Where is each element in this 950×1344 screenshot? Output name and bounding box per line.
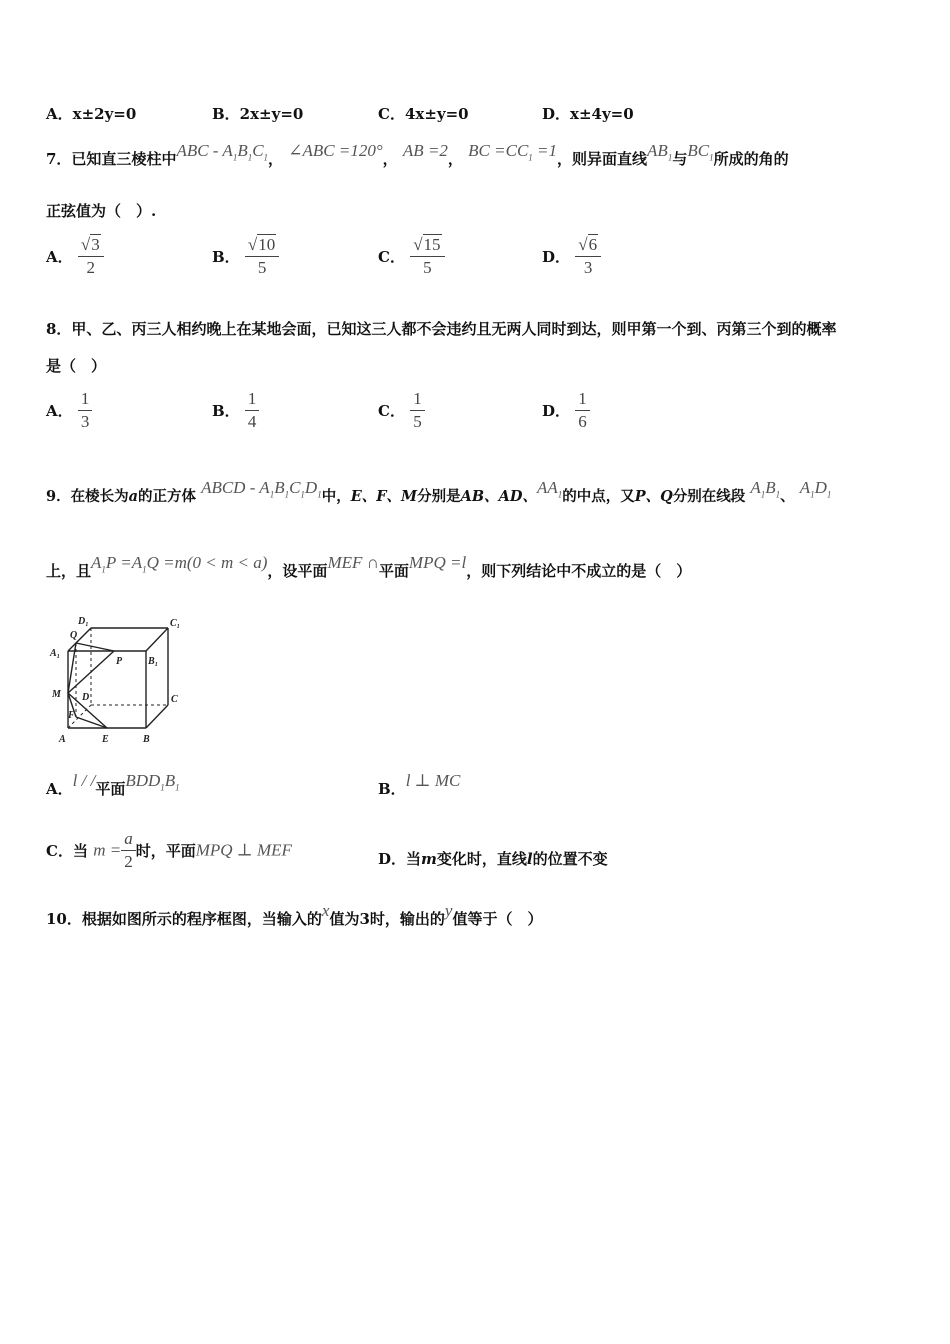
q9-option-b: B．l ⊥ MC: [378, 771, 461, 798]
label-d: D: [82, 692, 90, 703]
q9-stem-line2: 上，且$A_1P =A_1Q =m(0 < m < a)$，设平面MEF ∩平面MPQ =l，则下列结论中不成立的是（ ）: [46, 553, 692, 580]
q10-stem: 10．根据如图所示的程序框图，当输入的x值为3时，输出的y值等于（ ）: [46, 901, 543, 928]
q6-option-a: A．x±2y=0: [46, 105, 137, 123]
q7-option-c: C． $\frac{√15}{5}$: [378, 234, 445, 279]
cube-figure: [46, 608, 196, 748]
q8-option-c: C． $\frac{1}{5}$: [378, 388, 425, 433]
label-a1: A₁: [50, 648, 61, 659]
q7-option-a: A． $\frac{√3}{2}$: [46, 234, 104, 279]
q9-mef: MEF ∩: [327, 553, 379, 572]
label-m: M: [52, 689, 61, 700]
q8-stem-line2: 是（ ）: [46, 357, 107, 375]
q9-condition: $A_1P =A_1Q =m(0 < m < a)$: [91, 553, 268, 575]
q8-option-a: A． $\frac{1}{3}$: [46, 388, 92, 433]
q8-stem: 8．甲、乙、丙三人相约晚上在某地会面，已知这三人都不会违约且无两人同时到达，则甲第一个到、丙第三个到的概率: [46, 320, 837, 338]
q7-option-b: B． $\frac{√10}{5}$: [212, 234, 279, 279]
label-b1: B₁: [148, 656, 159, 667]
label-e: E: [102, 734, 109, 745]
label-f: F: [68, 710, 75, 721]
label-p: P: [116, 656, 123, 667]
label-b: B: [143, 734, 150, 745]
q7-stem-line2: 正弦值为（ ）.: [46, 202, 157, 220]
q9-option-a: A．l / /平面$BDD_1B_1$: [46, 771, 180, 798]
q10-x: x: [321, 901, 330, 920]
q7-prism: ABC - $A_1B_1C_1$: [176, 141, 269, 163]
q9-mpq: MPQ =l: [408, 553, 467, 572]
q7-line2: $BC_1$: [687, 141, 714, 163]
q6-option-c: C．4x±y=0: [378, 105, 469, 123]
q9-option-c: C．当 m = $\frac{a}{2}$ 时，平面MPQ ⊥ MEF: [46, 829, 292, 871]
q7-mid: ，则异面直线: [557, 150, 648, 168]
label-c1: C₁: [170, 618, 181, 629]
q6-option-d: D．x±4y=0: [542, 105, 634, 123]
q7-angle: ∠ABC =120°: [288, 141, 383, 160]
q9-option-d: D．当m变化时，直线l的位置不变: [378, 850, 608, 868]
q7-prefix: 7．已知直三棱柱中: [46, 150, 177, 168]
label-a: A: [59, 734, 66, 745]
q9-aa1: $AA_1$: [536, 478, 563, 500]
label-q: Q: [70, 630, 78, 641]
q10-y: y: [444, 901, 453, 920]
q8-option-d: D． $\frac{1}{6}$: [542, 388, 590, 433]
q9-cube: ABCD - $A_1B_1C_1D_1$: [201, 478, 322, 500]
q8-option-b: B． $\frac{1}{4}$: [212, 388, 259, 433]
q6-option-b: B．2x±y=0: [212, 105, 304, 123]
q7-suffix: 所成的角的: [713, 150, 789, 168]
q7-ab: AB =2: [402, 141, 448, 160]
label-d1: D₁: [78, 616, 89, 627]
q9-seg-a1b1: $A_1B_1$: [750, 478, 781, 500]
label-c: C: [171, 694, 178, 705]
q9-seg-a1d1: $A_1D_1$: [799, 478, 832, 500]
q7-option-d: D． $\frac{√6}{3}$: [542, 234, 601, 279]
q9-stem: 9．在棱长为a的正方体 ABCD - $A_1B_1C_1D_1$中，E、F、M分别是AB、AD、$AA_1$的中点，又P、Q分别在线段 $A_1B_1$、 $A_1D_1$: [46, 478, 832, 505]
q7-line1: $AB_1$: [647, 141, 673, 163]
q7-stem: 7．已知直三棱柱中ABC - $A_1B_1C_1$， ∠ABC =120°， AB =2， BC $=CC_1 =1$，则异面直线$AB_1$与$BC_1$所成的角的: [46, 141, 789, 168]
q7-bc: BC $=CC_1 =1$: [468, 141, 558, 163]
